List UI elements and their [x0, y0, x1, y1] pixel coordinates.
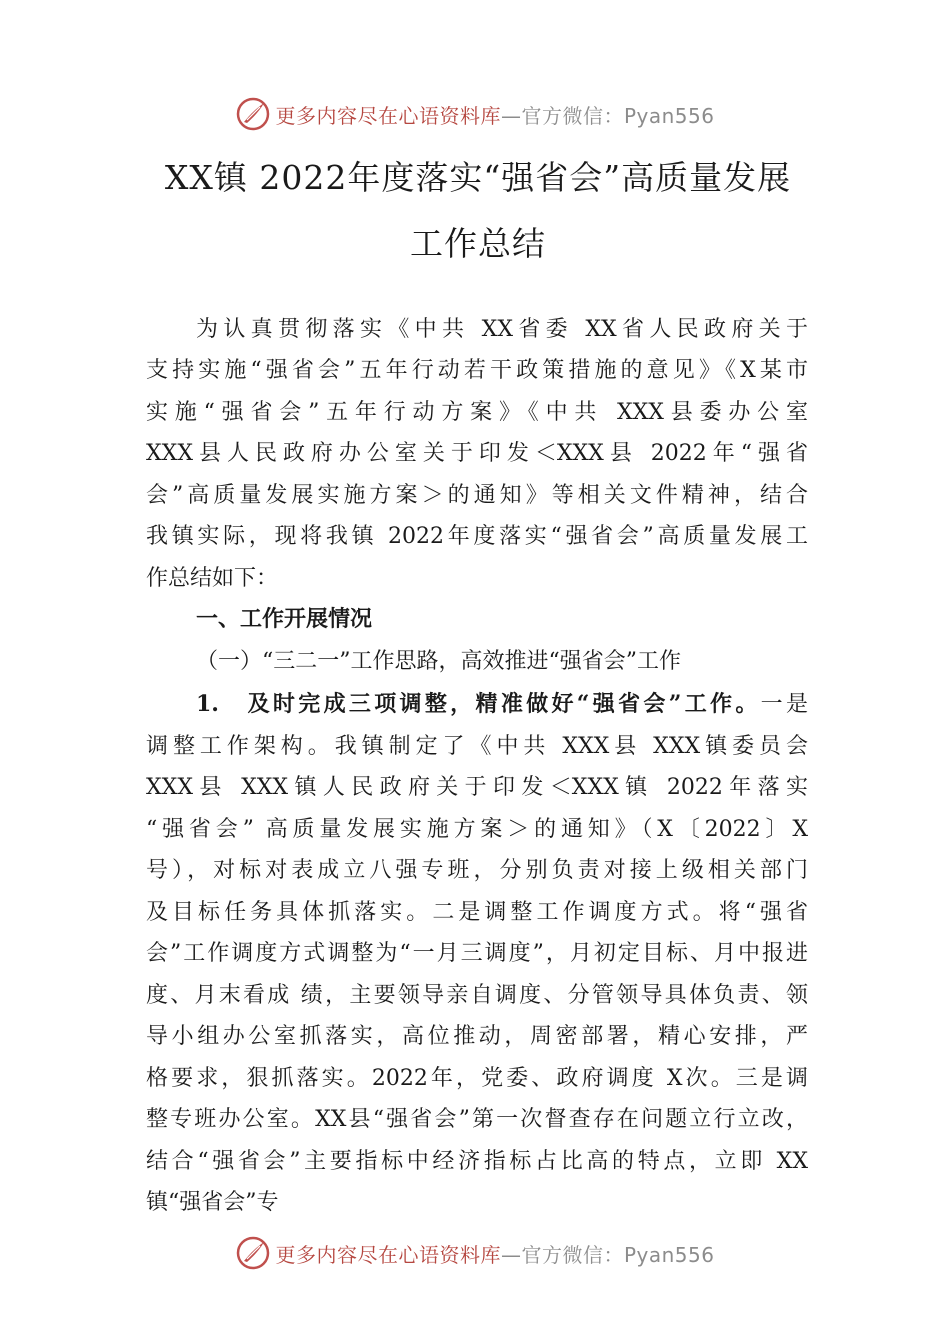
item1-line: 号），对标对表成立八强专班，分别负责对接上级相关部门: [146, 858, 808, 883]
item1-line: 镇“强省会”专: [146, 1190, 279, 1215]
item1-first-line: [196, 684, 808, 725]
banner-red-text: 更多内容尽在心语资料库: [275, 1242, 501, 1267]
item1-line: 导小组办公室抓落实，高位推动，周密部署，精心安排，严: [146, 1024, 808, 1049]
document-title-line-2: 工作总结: [410, 224, 546, 263]
footer-banner: [0, 1233, 950, 1273]
item1-line: “强省会” 高质量发展实施方案＞的通知》（X〔2022〕X: [146, 817, 808, 842]
intro-line: 我镇实际，现将我镇 2022年度落实“强省会”高质量发展工: [146, 524, 808, 549]
item1-bold-lead: 1. 及时完成三项调整，精准做好“强省会”工作。: [196, 691, 761, 717]
intro-line: XXX县人民政府办公室关于印发＜XXX县 2022年“强省: [146, 441, 808, 466]
intro-line: 支持实施“强省会”五年行动若干政策措施的意见》《X某市: [146, 358, 808, 383]
banner-red-text: 更多内容尽在心语资料库: [275, 103, 501, 128]
intro-line: 实施“强省会”五年行动方案》《中共 XXX县委办公室: [146, 400, 808, 425]
banner-grey-text: —官方微信：Pyan556: [500, 103, 715, 128]
header-banner: [0, 94, 950, 134]
item1-line: 结合“强省会”主要指标中经济指标占比高的特点，立即 XX: [146, 1149, 808, 1174]
item1-line: XXX县 XXX镇人民政府关于印发＜XXX镇 2022年落实: [146, 775, 808, 800]
feather-seal-logo-icon: [235, 1235, 271, 1271]
item1-line: 及目标任务具体抓落实。二是调整工作调度方式。将“强省: [146, 900, 808, 925]
item1-line: 度、月末看成 绩，主要领导亲自调度、分管领导具体负责、领: [146, 983, 808, 1008]
item1-line: 格要求，狠抓落实。2022年，党委、政府调度 X次。三是调: [146, 1066, 808, 1091]
intro-line: 为认真贯彻落实《中共 XX省委 XX省人民政府关于: [196, 317, 808, 342]
item1-first-line-rest: 一是: [760, 692, 808, 717]
item1-line: 整专班办公室。XX县“强省会”第一次督查存在问题立行立改，: [146, 1107, 808, 1132]
item1-line: 调整工作架构。我镇制定了《中共 XXX县 XXX镇委员会: [146, 734, 808, 759]
intro-line: 作总结如下：: [146, 566, 279, 591]
section-heading: 一、工作开展情况: [196, 607, 373, 632]
feather-seal-logo-icon: [235, 96, 271, 132]
item1-line: 会”工作调度方式调整为“一月三调度”，月初定目标、月中报进: [146, 941, 808, 966]
document-title-line-1: XX镇 2022年度落实“强省会”高质量发展: [164, 158, 792, 197]
subsection-heading: （一）“三二一”工作思路，高效推进“强省会”工作: [196, 649, 681, 674]
intro-line: 会”高质量发展实施方案＞的通知》等相关文件精神，结合: [146, 483, 808, 508]
banner-grey-text: —官方微信：Pyan556: [500, 1242, 715, 1267]
